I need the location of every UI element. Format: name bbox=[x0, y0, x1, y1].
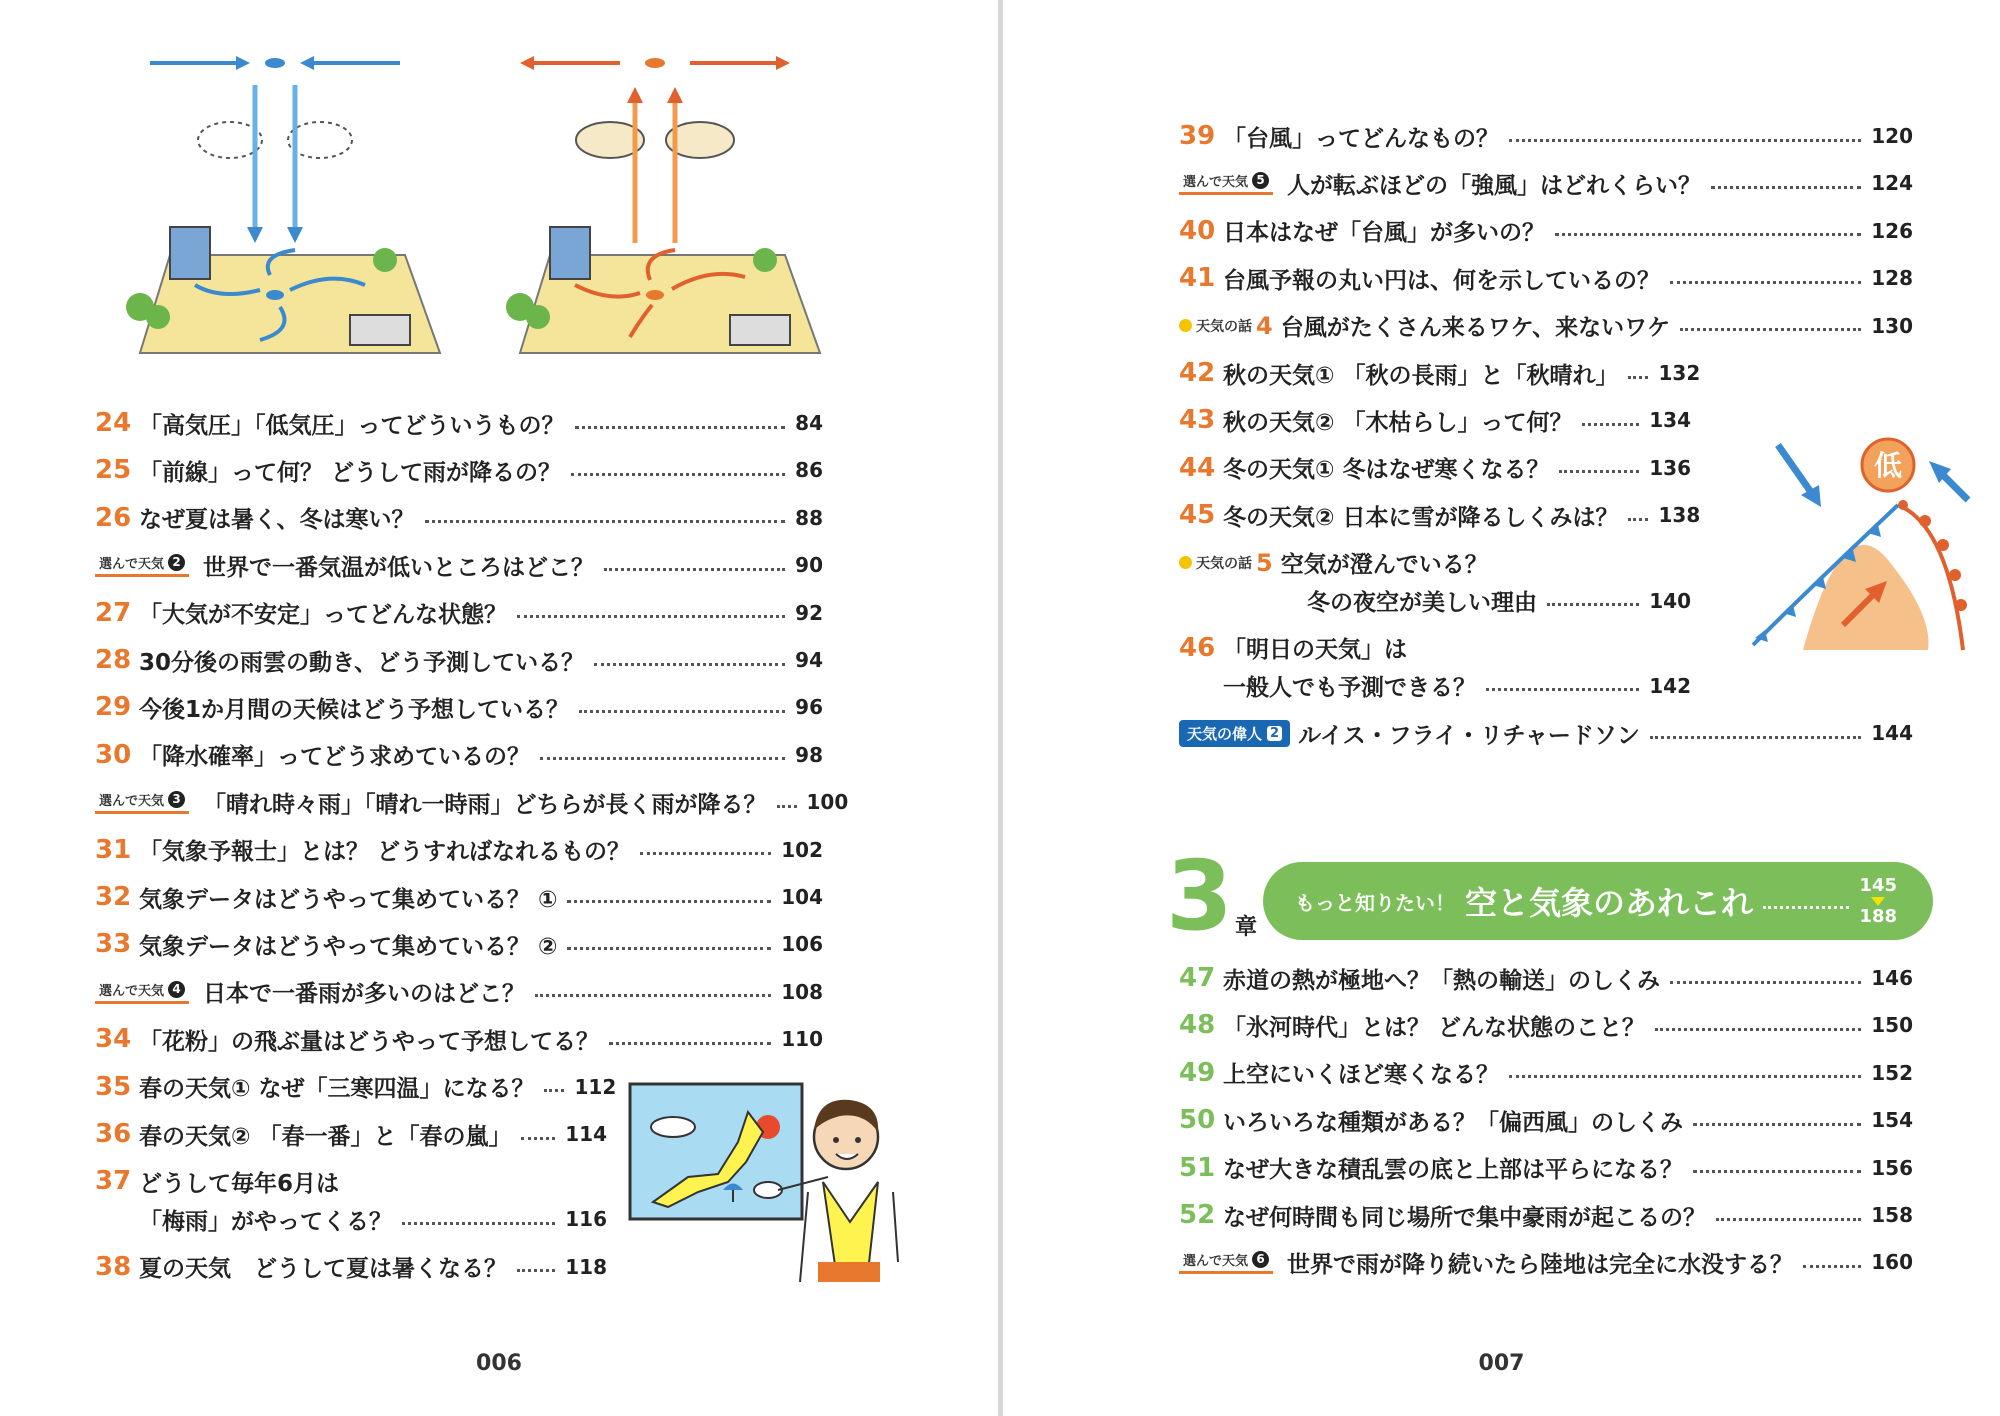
weather-presenter-illustration bbox=[628, 1082, 900, 1282]
entry-page-number: 94 bbox=[795, 648, 823, 672]
high-pressure-diagram bbox=[126, 56, 440, 353]
entry-number: 28 bbox=[95, 645, 132, 675]
toc-entry[interactable] bbox=[1179, 400, 1691, 440]
leader-dots bbox=[1559, 470, 1639, 473]
entry-number: 35 bbox=[95, 1071, 132, 1102]
toc-entry[interactable] bbox=[1179, 163, 1913, 203]
leader-dots bbox=[1763, 906, 1849, 909]
toc-entry[interactable] bbox=[95, 782, 849, 822]
entry-page-number: 120 bbox=[1871, 124, 1913, 148]
badge-label: 天気の話 bbox=[1196, 318, 1252, 335]
entry-title: 「台風」ってどんなもの？ bbox=[1223, 125, 1499, 152]
leader-dots bbox=[1509, 1075, 1861, 1078]
choose-weather-badge bbox=[95, 980, 189, 1004]
badge-label: 選んで天気 bbox=[99, 794, 165, 810]
badge-number: 2 bbox=[168, 554, 185, 571]
entry-page-number: 114 bbox=[565, 1122, 607, 1146]
toc-entry[interactable] bbox=[1179, 211, 1913, 251]
toc-entry[interactable] bbox=[1179, 1005, 1913, 1045]
entry-number: 37 bbox=[95, 1166, 132, 1197]
entry-number: 51 bbox=[1179, 1152, 1216, 1183]
entry-number: 50 bbox=[1179, 1105, 1216, 1136]
toc-entry[interactable] bbox=[95, 877, 823, 917]
entry-page-number: 110 bbox=[781, 1027, 823, 1052]
leader-dots bbox=[1716, 1218, 1861, 1221]
entry-number: 49 bbox=[1179, 1057, 1216, 1088]
entry-number: 27 bbox=[95, 597, 132, 628]
leader-dots bbox=[1803, 1265, 1861, 1268]
toc-entry-line2[interactable] bbox=[139, 1199, 607, 1239]
entry-title: ルイス・フライ・リチャードソン bbox=[1298, 722, 1640, 749]
entry-page-number: 124 bbox=[1871, 171, 1913, 196]
toc-entry[interactable] bbox=[1179, 1100, 1913, 1140]
toc-entry-line1[interactable] bbox=[1179, 543, 1691, 583]
entry-page-number: 144 bbox=[1871, 721, 1913, 746]
leader-dots bbox=[640, 852, 771, 855]
entry-title: 台風がたくさん来るワケ、来ないワケ bbox=[1280, 315, 1671, 342]
leader-dots bbox=[1655, 1028, 1861, 1031]
entry-title: 空気が澄んでいる？ bbox=[1280, 552, 1488, 579]
entry-page-number: 100 bbox=[806, 790, 849, 815]
weather-story-badge bbox=[1179, 312, 1273, 340]
entry-title: なぜ何時間も同じ場所で集中豪雨が起こるの？ bbox=[1223, 1204, 1706, 1231]
toc-entry[interactable] bbox=[95, 1114, 607, 1154]
choose-weather-badge bbox=[1179, 171, 1273, 195]
entry-title: どうして毎年6月は bbox=[139, 1170, 340, 1197]
entry-number: 48 bbox=[1179, 1010, 1216, 1041]
chapter-label: 章 bbox=[1235, 915, 1258, 940]
entry-page-number: 160 bbox=[1871, 1250, 1913, 1275]
toc-entry-line1[interactable] bbox=[95, 1161, 607, 1201]
entry-title: 気象データはどうやって集めている？ ② bbox=[139, 933, 558, 960]
entry-number: 39 bbox=[1179, 121, 1216, 151]
badge-number: 4 bbox=[168, 981, 185, 998]
entry-number: 38 bbox=[95, 1251, 132, 1282]
badge-label: 選んで天気 bbox=[99, 557, 165, 573]
leader-dots bbox=[1650, 736, 1861, 739]
entry-number: 33 bbox=[95, 929, 132, 960]
low-pressure-marker-text: 低 bbox=[1873, 449, 1903, 482]
down-triangle-icon bbox=[1871, 897, 1885, 906]
leader-dots bbox=[567, 900, 771, 903]
entry-title: 「前線」って何？ どうして雨が降るの？ bbox=[139, 459, 562, 486]
toc-entry[interactable] bbox=[95, 403, 823, 443]
toc-entry[interactable] bbox=[1179, 958, 1913, 998]
badge-number: 4 bbox=[1256, 311, 1273, 340]
entry-title: 今後1か月間の天候はどう予想している？ bbox=[139, 696, 570, 723]
entry-title: 世界で雨が降り続いたら陸地は完全に水没する？ bbox=[1287, 1251, 1794, 1278]
entry-title-continued: 冬の夜空が美しい理由 bbox=[1307, 590, 1537, 617]
badge-label: 選んで天気 bbox=[1183, 1254, 1249, 1270]
entry-page-number: 86 bbox=[795, 458, 823, 483]
entry-title: なぜ夏は暑く、冬は寒い？ bbox=[139, 507, 415, 534]
toc-entry[interactable] bbox=[95, 1019, 823, 1059]
toc-entry[interactable] bbox=[1179, 1148, 1913, 1188]
entry-page-number: 88 bbox=[795, 505, 823, 530]
leader-dots bbox=[1555, 233, 1861, 236]
entry-page-number: 136 bbox=[1649, 455, 1691, 480]
entry-title: 「晴れ時々雨」「晴れ一時雨」どちらが長く雨が降る？ bbox=[203, 791, 767, 818]
choose-weather-badge bbox=[95, 790, 189, 814]
entry-number: 34 bbox=[95, 1024, 132, 1055]
leader-dots bbox=[1693, 1170, 1861, 1173]
entry-page-number: 90 bbox=[795, 553, 823, 578]
toc-entry[interactable] bbox=[1179, 306, 1913, 346]
toc-entry[interactable] bbox=[95, 924, 823, 964]
leader-dots bbox=[604, 568, 785, 571]
entry-title: 人が転ぶほどの「強風」はどれくらい？ bbox=[1287, 172, 1702, 199]
entry-page-number: 118 bbox=[565, 1254, 607, 1279]
entry-title: 秋の天気② 「木枯らし」って何？ bbox=[1223, 409, 1573, 436]
low-pressure-diagram bbox=[506, 56, 820, 353]
entry-title: 30分後の雨雲の動き、どう予測している？ bbox=[139, 649, 585, 676]
chapter-page-range bbox=[1859, 876, 1897, 927]
toc-entry[interactable] bbox=[95, 593, 823, 633]
entry-number: 47 bbox=[1179, 963, 1216, 993]
leader-dots bbox=[517, 1269, 555, 1272]
leader-dots bbox=[535, 994, 771, 997]
entry-number: 30 bbox=[95, 739, 132, 770]
entry-title: 春の天気① なぜ「三寒四温」になる？ bbox=[139, 1076, 535, 1103]
leader-dots bbox=[1509, 139, 1861, 142]
entry-title: 「明日の天気」は bbox=[1223, 637, 1407, 664]
toc-entry[interactable] bbox=[1179, 1242, 1913, 1282]
leader-dots bbox=[575, 426, 786, 429]
toc-entry[interactable] bbox=[95, 1067, 617, 1107]
leader-dots bbox=[544, 1089, 564, 1092]
toc-entry[interactable] bbox=[95, 640, 823, 680]
pressure-diagram-illustration bbox=[100, 45, 840, 365]
entry-page-number: 102 bbox=[781, 837, 823, 862]
leader-dots bbox=[1670, 981, 1861, 984]
chapter-title: 空と気象のあれこれ bbox=[1465, 884, 1754, 922]
entry-number: 41 bbox=[1179, 263, 1216, 294]
left-page bbox=[0, 0, 998, 1416]
entry-title: 「氷河時代」とは？ どんな状態のこと？ bbox=[1223, 1014, 1646, 1041]
entry-title: 冬の天気① 冬はなぜ寒くなる？ bbox=[1223, 457, 1550, 484]
toc-entry[interactable] bbox=[1179, 116, 1913, 156]
entry-title: 日本で一番雨が多いのはどこ？ bbox=[203, 981, 526, 1008]
entry-title: 夏の天気 どうして夏は暑くなる？ bbox=[139, 1256, 507, 1283]
choose-weather-badge bbox=[95, 553, 189, 577]
chapter-banner[interactable] bbox=[1263, 862, 1933, 940]
toc-entry[interactable] bbox=[95, 1247, 607, 1287]
entry-number: 40 bbox=[1179, 215, 1216, 246]
toc-entry[interactable] bbox=[95, 687, 823, 727]
leader-dots bbox=[609, 1042, 771, 1045]
page-number-right: 007 bbox=[1478, 1351, 1525, 1376]
entry-page-number: 126 bbox=[1871, 218, 1913, 243]
entry-page-number: 150 bbox=[1871, 1013, 1913, 1038]
entry-title: いろいろな種類がある？「偏西風」のしくみ bbox=[1223, 1109, 1683, 1136]
page-number-left: 006 bbox=[476, 1351, 522, 1376]
toc-entry[interactable] bbox=[95, 498, 823, 538]
entry-page-number: 128 bbox=[1871, 266, 1913, 291]
entry-title-continued: 「梅雨」がやってくる？ bbox=[139, 1208, 392, 1235]
entry-page-number: 104 bbox=[781, 885, 823, 909]
entry-number: 42 bbox=[1179, 358, 1216, 388]
entry-title: 赤道の熱が極地へ？「熱の輸送」のしくみ bbox=[1223, 967, 1660, 994]
leader-dots bbox=[1693, 1123, 1861, 1126]
leader-dots bbox=[1582, 423, 1639, 426]
badge-number: 3 bbox=[168, 791, 185, 808]
entry-title: 冬の天気② 日本に雪が降るしくみは？ bbox=[1223, 504, 1619, 531]
toc-entry[interactable] bbox=[95, 830, 823, 870]
toc-entry[interactable] bbox=[95, 450, 823, 490]
entry-page-number: 134 bbox=[1649, 408, 1691, 433]
entry-page-number: 98 bbox=[795, 742, 823, 767]
choose-weather-badge bbox=[1179, 1250, 1273, 1274]
entry-title: 台風予報の丸い円は、何を示しているの？ bbox=[1223, 267, 1660, 294]
badge-label: 選んで天気 bbox=[1183, 175, 1249, 191]
entry-title-continued: 一般人でも予測できる？ bbox=[1223, 675, 1476, 702]
entry-page-number: 108 bbox=[781, 979, 823, 1004]
badge-number: 5 bbox=[1252, 172, 1269, 189]
chapter-range-end: 188 bbox=[1859, 905, 1897, 927]
entry-number: 52 bbox=[1179, 1200, 1216, 1230]
entry-title: 「降水確率」ってどう求めているの？ bbox=[139, 744, 530, 771]
leader-dots bbox=[521, 1137, 555, 1140]
entry-page-number: 146 bbox=[1871, 966, 1913, 990]
entry-page-number: 154 bbox=[1871, 1108, 1913, 1133]
entry-number: 43 bbox=[1179, 405, 1216, 436]
toc-entry[interactable] bbox=[1179, 353, 1701, 393]
chapter-pre-title: もっと知りたい！ bbox=[1295, 890, 1455, 915]
badge-number: 6 bbox=[1252, 1251, 1269, 1268]
entry-number: 26 bbox=[95, 502, 132, 533]
leader-dots bbox=[402, 1222, 555, 1225]
toc-entry-line2[interactable] bbox=[1307, 581, 1691, 621]
toc-entry[interactable] bbox=[95, 972, 823, 1012]
leader-dots bbox=[1711, 186, 1861, 189]
toc-entry[interactable] bbox=[1179, 495, 1701, 535]
entry-title: 気象データはどうやって集めている？ ① bbox=[139, 886, 558, 913]
entry-title: 上空にいくほど寒くなる？ bbox=[1223, 1062, 1499, 1089]
leader-dots bbox=[1486, 688, 1639, 691]
entry-page-number: 106 bbox=[781, 932, 823, 957]
weather-story-badge bbox=[1179, 549, 1273, 577]
leader-dots bbox=[1628, 518, 1648, 521]
entry-number: 29 bbox=[95, 692, 132, 723]
entry-page-number: 142 bbox=[1649, 673, 1691, 698]
toc-entry-line1[interactable] bbox=[1179, 628, 1691, 668]
leader-dots bbox=[1680, 328, 1861, 331]
entry-page-number: 158 bbox=[1871, 1203, 1913, 1227]
entry-page-number: 130 bbox=[1871, 313, 1913, 338]
badge-label: 天気の偉人 bbox=[1187, 724, 1263, 743]
chapter-number: 3 bbox=[1166, 840, 1233, 952]
entry-page-number: 140 bbox=[1649, 588, 1691, 613]
right-page bbox=[1003, 0, 2000, 1416]
entry-page-number: 132 bbox=[1658, 361, 1701, 385]
entry-page-number: 96 bbox=[795, 695, 823, 720]
entry-title: 春の天気② 「春一番」と「春の嵐」 bbox=[139, 1123, 512, 1150]
leader-dots bbox=[425, 520, 786, 523]
entry-number: 44 bbox=[1179, 452, 1216, 483]
toc-entry[interactable] bbox=[1179, 448, 1691, 488]
toc-entry[interactable] bbox=[1179, 258, 1913, 298]
leader-dots bbox=[517, 615, 785, 618]
toc-entry[interactable] bbox=[95, 735, 823, 775]
entry-page-number: 138 bbox=[1658, 503, 1701, 528]
entry-number: 31 bbox=[95, 834, 132, 865]
badge-number: 2 bbox=[1267, 726, 1282, 741]
low-pressure-front-illustration bbox=[1693, 425, 1978, 655]
entry-title: 「気象予報士」とは？ どうすればなれるもの？ bbox=[139, 839, 631, 866]
entry-title: 世界で一番気温が低いところはどこ？ bbox=[203, 554, 595, 581]
bullet-dot-icon bbox=[1179, 319, 1192, 332]
entry-page-number: 152 bbox=[1871, 1060, 1913, 1085]
entry-page-number: 156 bbox=[1871, 1155, 1913, 1180]
toc-entry[interactable] bbox=[95, 545, 823, 585]
entry-number: 45 bbox=[1179, 500, 1216, 531]
leader-dots bbox=[1628, 376, 1648, 379]
entry-number: 24 bbox=[95, 408, 132, 438]
toc-entry-line2[interactable] bbox=[1223, 666, 1691, 706]
leader-dots bbox=[579, 710, 785, 713]
leader-dots bbox=[1547, 603, 1639, 606]
entry-title: 「花粉」の飛ぶ量はどうやって予想してる？ bbox=[139, 1028, 599, 1055]
weather-great-person-badge bbox=[1179, 720, 1290, 747]
entry-number: 46 bbox=[1179, 632, 1216, 663]
toc-entry[interactable] bbox=[1179, 713, 1913, 753]
entry-number: 32 bbox=[95, 882, 132, 912]
entry-page-number: 112 bbox=[574, 1074, 617, 1099]
bullet-dot-icon bbox=[1179, 556, 1192, 569]
entry-number: 25 bbox=[95, 455, 132, 486]
entry-title: 秋の天気① 「秋の長雨」と「秋晴れ」 bbox=[1223, 362, 1619, 389]
leader-dots bbox=[594, 663, 785, 666]
badge-label: 天気の話 bbox=[1196, 555, 1252, 572]
entry-page-number: 92 bbox=[795, 600, 823, 625]
toc-entry[interactable] bbox=[1179, 1053, 1913, 1093]
entry-page-number: 84 bbox=[795, 411, 823, 435]
toc-entry[interactable] bbox=[1179, 1195, 1913, 1235]
leader-dots bbox=[567, 947, 771, 950]
entry-title: 「大気が不安定」ってどんな状態？ bbox=[139, 602, 507, 629]
badge-number: 5 bbox=[1256, 548, 1273, 577]
entry-number: 36 bbox=[95, 1119, 132, 1149]
entry-title: 「高気圧」「低気圧」ってどういうもの？ bbox=[139, 412, 565, 439]
entry-page-number: 116 bbox=[565, 1207, 607, 1232]
chapter-range-start: 145 bbox=[1859, 874, 1897, 896]
entry-title: なぜ大きな積乱雲の底と上部は平らになる？ bbox=[1223, 1157, 1683, 1184]
badge-label: 選んで天気 bbox=[99, 983, 165, 999]
leader-dots bbox=[1670, 281, 1861, 284]
leader-dots bbox=[540, 757, 785, 760]
entry-title: 日本はなぜ「台風」が多いの？ bbox=[1223, 220, 1545, 247]
leader-dots bbox=[571, 473, 785, 476]
leader-dots bbox=[777, 805, 797, 808]
